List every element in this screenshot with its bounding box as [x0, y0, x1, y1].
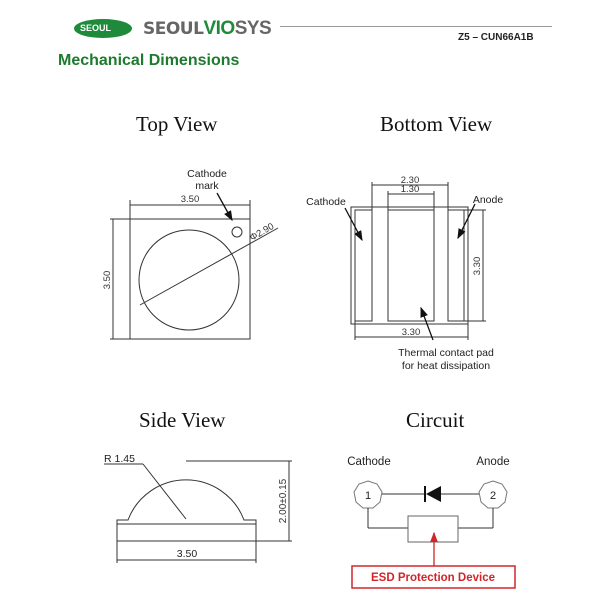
svg-text:Cathode: Cathode — [306, 196, 346, 208]
svg-text:Φ2.90: Φ2.90 — [248, 221, 277, 244]
svg-text:Thermal contact pad: Thermal contact pad — [398, 347, 494, 359]
svg-text:3.50: 3.50 — [176, 548, 198, 560]
bottom-view-title: Bottom View — [380, 112, 493, 136]
section-title: Mechanical Dimensions — [58, 52, 240, 69]
svg-text:for heat dissipation: for heat dissipation — [401, 360, 491, 372]
seoul-viosys-logo: SEOULVIOSYS — [143, 18, 272, 39]
circuit-title: Circuit — [406, 408, 465, 432]
svg-text:R 1.45: R 1.45 — [104, 453, 135, 465]
svg-text:Anode: Anode — [476, 456, 510, 468]
seoul-logo-badge-text: SEOUL — [80, 23, 112, 33]
side-view-title: Side View — [139, 408, 226, 432]
svg-text:3.50: 3.50 — [180, 194, 200, 205]
svg-text:ESD Protection Device: ESD Protection Device — [371, 572, 495, 584]
svg-text:1.30: 1.30 — [400, 184, 420, 195]
esd-device-box — [408, 516, 458, 542]
svg-text:2: 2 — [489, 490, 497, 502]
svg-text:2.00±0.15: 2.00±0.15 — [278, 478, 289, 524]
diode-triangle — [426, 486, 441, 502]
svg-text:1: 1 — [364, 490, 372, 502]
svg-text:Anode: Anode — [472, 194, 504, 206]
svg-text:mark: mark — [195, 180, 219, 192]
svg-text:Cathode: Cathode — [187, 168, 227, 180]
top-view-title: Top View — [136, 112, 218, 136]
svg-text:3.30: 3.30 — [401, 327, 421, 338]
svg-text:Cathode: Cathode — [347, 456, 391, 468]
svg-text:2.30: 2.30 — [400, 175, 420, 186]
document-code: Z5 – CUN66A1B — [458, 32, 534, 43]
svg-text:3.50: 3.50 — [102, 270, 113, 290]
svg-text:3.30: 3.30 — [472, 256, 483, 276]
